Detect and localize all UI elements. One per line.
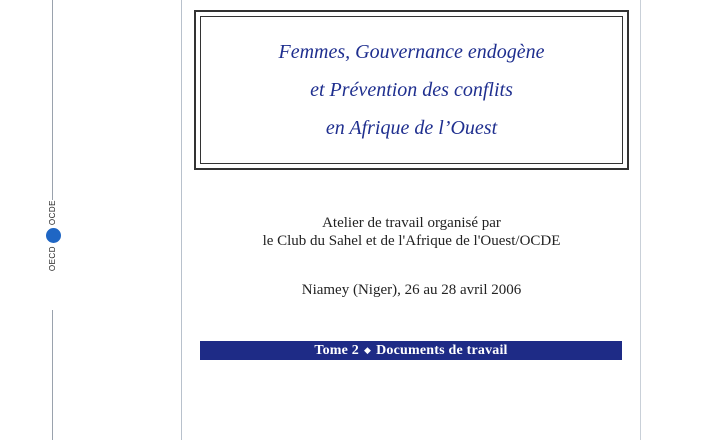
location-date: Niamey (Niger), 26 au 28 avril 2006 — [301, 282, 522, 298]
subtitle-line-1: Atelier de travail organisé par — [322, 215, 501, 231]
content-left-rule — [181, 0, 182, 440]
content-right-rule — [640, 0, 641, 440]
logo-circle-icon — [46, 228, 61, 243]
title-line-2: et Prévention des conflits — [310, 79, 513, 101]
diamond-icon: ◆ — [363, 345, 372, 355]
subtitle-line-2: le Club du Sahel et de l'Afrique de l'Ouest/OCDE — [262, 233, 561, 249]
title-box — [194, 10, 629, 170]
banner-subtitle: Documents de travail — [376, 342, 508, 358]
banner-volume: Tome 2 — [314, 342, 359, 358]
title-line-1: Femmes, Gouvernance endogène — [278, 41, 545, 63]
logo-text-ocde: OCDE — [48, 200, 57, 226]
title-inner-frame — [200, 16, 623, 164]
oecd-logo — [43, 200, 63, 310]
logo-text-oecd: OECD — [48, 246, 57, 272]
volume-banner — [200, 341, 622, 360]
title-line-3: en Afrique de l’Ouest — [325, 117, 498, 139]
